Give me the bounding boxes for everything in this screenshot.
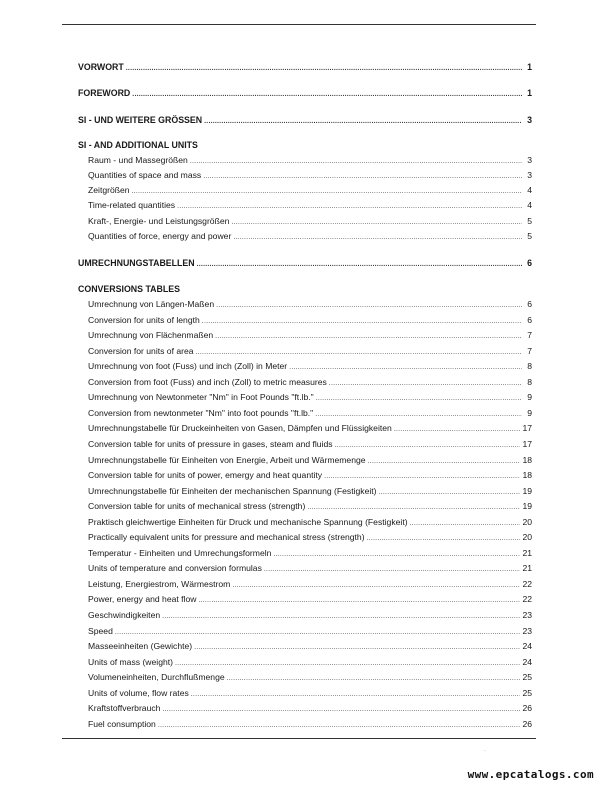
toc-entry-page: 23	[522, 625, 532, 636]
toc-entry-page: 4	[527, 200, 532, 210]
leader-dots	[316, 395, 522, 402]
toc-entry-page: 25	[522, 672, 532, 683]
toc-entry-title: Conversion from newtonmeter "Nm" into foot pounds "ft.lb."	[88, 407, 314, 418]
toc-entry[interactable]	[88, 455, 532, 469]
toc-entry[interactable]	[88, 439, 532, 453]
toc-entry-page: 6	[527, 314, 532, 325]
leader-dots	[315, 411, 522, 418]
toc-entry-page: 20	[522, 532, 532, 543]
toc-entry[interactable]	[88, 200, 532, 214]
section-heading-si-units: SI - AND ADDITIONAL UNITS	[78, 140, 198, 150]
leader-dots	[307, 504, 520, 511]
toc-entry-si-groessen[interactable]	[78, 115, 532, 129]
toc-entry-page: 5	[527, 231, 532, 241]
toc-entry-vorwort[interactable]	[78, 62, 532, 76]
toc-entry[interactable]	[88, 517, 532, 531]
toc-entry-title: Conversion for units of area	[88, 345, 194, 356]
toc-entry-title: Umrechnung von foot (Fuss) und inch (Zoll) in Meter	[88, 361, 288, 372]
leader-dots	[115, 629, 521, 636]
toc-entry[interactable]	[88, 688, 532, 702]
toc-entry[interactable]	[88, 377, 532, 391]
leader-dots	[203, 173, 522, 180]
leader-dots	[216, 302, 522, 309]
toc-entry-title: Leistung, Energiestrom, Wärmestrom	[88, 578, 231, 589]
leader-dots	[162, 613, 520, 620]
toc-entry-umrechnungstabellen[interactable]	[78, 258, 532, 272]
toc-entry-title: Geschwindigkeiten	[88, 610, 161, 620]
leader-dots	[367, 535, 521, 542]
toc-entry-page: 7	[527, 330, 532, 341]
toc-entry[interactable]	[88, 392, 532, 406]
leader-dots	[194, 644, 520, 651]
toc-entry[interactable]	[88, 719, 532, 733]
toc-entry-page: 18	[522, 454, 532, 465]
toc-entry-title: Kraftstoffverbrauch	[88, 703, 161, 714]
leader-dots	[232, 582, 520, 589]
toc-entry-title: Conversion for units of length	[88, 314, 200, 325]
scan-mark: ·	[484, 748, 486, 754]
toc-entry[interactable]	[88, 594, 532, 608]
toc-entry[interactable]	[88, 155, 532, 169]
toc-entry-title: Umrechnungstabelle für Einheiten von Energie, Arbeit und Wärmemenge	[88, 454, 366, 465]
toc-entry[interactable]	[88, 626, 532, 640]
toc-entry-title: Practically equivalent units for pressure and mechanical stress (strength)	[88, 532, 365, 543]
toc-entry-page: 24	[522, 656, 532, 667]
leader-dots	[190, 158, 522, 165]
toc-entry[interactable]	[88, 170, 532, 184]
leader-dots	[410, 520, 521, 527]
toc-entry[interactable]	[88, 672, 532, 686]
toc-entry-page: 1	[527, 88, 532, 98]
toc-entry-page: 23	[522, 610, 532, 620]
toc-entry-page: 9	[527, 392, 532, 403]
toc-entry-title: Umrechnungstabelle für Einheiten der mechanischen Spannung (Festigkeit)	[88, 485, 377, 496]
leader-dots	[233, 234, 522, 241]
leader-dots	[126, 65, 522, 72]
toc-entry-page: 17	[522, 438, 532, 449]
toc-entry[interactable]	[88, 486, 532, 500]
toc-entry-page: 1	[527, 62, 532, 72]
toc-entry-title: Umrechnung von Längen-Maßen	[88, 299, 215, 309]
toc-entry[interactable]	[88, 641, 532, 655]
toc-entry-title: Conversion table for units of mechanical stress (strength)	[88, 501, 306, 512]
toc-entry-title: Units of temperature and conversion formulas	[88, 563, 262, 574]
toc-entry-title: Time-related quantities	[88, 200, 176, 210]
toc-entry[interactable]	[88, 408, 532, 422]
toc-entry-page: 22	[522, 578, 532, 589]
toc-entry-page: 20	[522, 516, 532, 527]
watermark: www.epcatalogs.com	[467, 768, 594, 781]
toc-entry-page: 6	[527, 258, 532, 268]
toc-entry-page: 24	[522, 641, 532, 652]
leader-dots	[162, 706, 520, 713]
leader-dots	[158, 722, 521, 729]
toc-entry-page: 22	[522, 594, 532, 605]
toc-entry-title: UMRECHNUNGSTABELLEN	[78, 258, 195, 268]
toc-entry-page: 19	[522, 485, 532, 496]
leader-dots	[394, 426, 521, 433]
leader-dots	[231, 219, 522, 226]
toc-entry[interactable]	[88, 231, 532, 245]
toc-entry-title: Conversion table for units of pressure in gases, steam and fluids	[88, 438, 333, 449]
toc-entry-title: Masseeinheiten (Gewichte)	[88, 641, 193, 652]
leader-dots	[227, 675, 521, 682]
toc-entry-page: 17	[522, 423, 532, 434]
toc-entry-title: Kraft-, Energie- und Leistungsgrößen	[88, 216, 230, 226]
toc-entry-title: Volumeneinheiten, Durchflußmenge	[88, 672, 225, 683]
toc-entry-page: 25	[522, 687, 532, 698]
toc-entry-page: 4	[527, 185, 532, 195]
toc-entry-title: Units of mass (weight)	[88, 656, 174, 667]
toc-entry-title: Conversion table for units of power, emergy and heat quantity	[88, 470, 323, 481]
leader-dots	[204, 118, 522, 125]
leader-dots	[196, 349, 522, 356]
toc-entry-page: 8	[527, 376, 532, 387]
leader-dots	[324, 473, 520, 480]
toc-entry[interactable]	[88, 216, 532, 230]
toc-entry-title: SI - UND WEITERE GRÖSSEN	[78, 115, 203, 125]
leader-dots	[379, 489, 521, 496]
toc-entry-title: Umrechnungstabelle für Druckeinheiten von Gasen, Dämpfen und Flüssigkeiten	[88, 423, 392, 434]
toc-entry-page: 21	[522, 547, 532, 558]
toc-entry-title: VORWORT	[78, 62, 124, 72]
leader-dots	[191, 691, 521, 698]
leader-dots	[289, 364, 522, 371]
toc-entry[interactable]	[88, 703, 532, 717]
toc-entry[interactable]	[88, 610, 532, 624]
toc-entry[interactable]	[88, 423, 532, 437]
toc-entry[interactable]	[88, 315, 532, 329]
toc-entry-title: Temperatur - Einheiten und Umrechungsformeln	[88, 547, 272, 558]
toc-entry-page: 9	[527, 407, 532, 418]
toc-entry-page: 3	[527, 170, 532, 180]
top-rule	[62, 24, 536, 25]
toc-entry[interactable]	[88, 563, 532, 577]
toc-entry-page: 21	[522, 563, 532, 574]
toc-entry-page: 3	[527, 115, 532, 125]
leader-dots	[368, 458, 521, 465]
toc-entry[interactable]	[88, 548, 532, 562]
toc-entry-title: FOREWORD	[78, 88, 131, 98]
leader-dots	[335, 442, 521, 449]
leader-dots	[175, 660, 520, 667]
toc-entry-page: 3	[527, 155, 532, 165]
section-heading-conversion-tables: CONVERSIONS TABLES	[78, 284, 180, 294]
leader-dots	[202, 318, 522, 325]
leader-dots	[197, 261, 522, 268]
toc-entry[interactable]	[88, 185, 532, 199]
toc-entry-title: Fuel consumption	[88, 718, 156, 729]
leader-dots	[215, 333, 522, 340]
toc-entry[interactable]	[88, 532, 532, 546]
leader-dots	[273, 551, 520, 558]
toc-entry-page: 6	[527, 299, 532, 309]
toc-entry[interactable]	[88, 330, 532, 344]
toc-entry[interactable]	[88, 579, 532, 593]
toc-entry-title: Raum - und Massegrößen	[88, 155, 188, 165]
leader-dots	[132, 188, 522, 195]
leader-dots	[177, 203, 522, 210]
toc-entry-title: Quantities of space and mass	[88, 170, 202, 180]
toc-entry-title: Power, energy and heat flow	[88, 594, 197, 605]
toc-entry-title: Speed	[88, 625, 113, 636]
toc-entry-title: Umrechnung von Flächenmaßen	[88, 330, 214, 341]
toc-entry-title: Conversion from foot (Fuss) and inch (Zoll) to metric measures	[88, 376, 327, 387]
toc-entry-page: 19	[522, 501, 532, 512]
toc-entry[interactable]	[88, 470, 532, 484]
toc-entry-page: 26	[522, 703, 532, 714]
toc-entry-page: 7	[527, 345, 532, 356]
toc-entry[interactable]	[88, 501, 532, 515]
toc-entry[interactable]	[88, 361, 532, 375]
toc-entry-page: 5	[527, 216, 532, 226]
toc-entry[interactable]	[88, 346, 532, 360]
toc-entry[interactable]	[88, 299, 532, 313]
toc-entry-title: Zeitgrößen	[88, 185, 130, 195]
leader-dots	[329, 380, 522, 387]
toc-entry-title: Umrechnung von Newtonmeter "Nm" in Foot Pounds "ft.lb."	[88, 392, 314, 403]
leader-dots	[264, 566, 521, 573]
toc-entry[interactable]	[88, 657, 532, 671]
toc-entry-title: Units of volume, flow rates	[88, 687, 189, 698]
toc-entry-foreword[interactable]	[78, 88, 532, 102]
toc-entry-page: 18	[522, 470, 532, 481]
toc-entry-page: 26	[522, 718, 532, 729]
leader-dots	[198, 597, 520, 604]
toc-entry-page: 8	[527, 361, 532, 372]
bottom-rule	[62, 738, 536, 739]
toc-entry-title: Praktisch gleichwertige Einheiten für Druck und mechanische Spannung (Festigkeit)	[88, 516, 408, 527]
leader-dots	[132, 91, 522, 98]
toc-entry-title: Quantities of force, energy and power	[88, 231, 232, 241]
